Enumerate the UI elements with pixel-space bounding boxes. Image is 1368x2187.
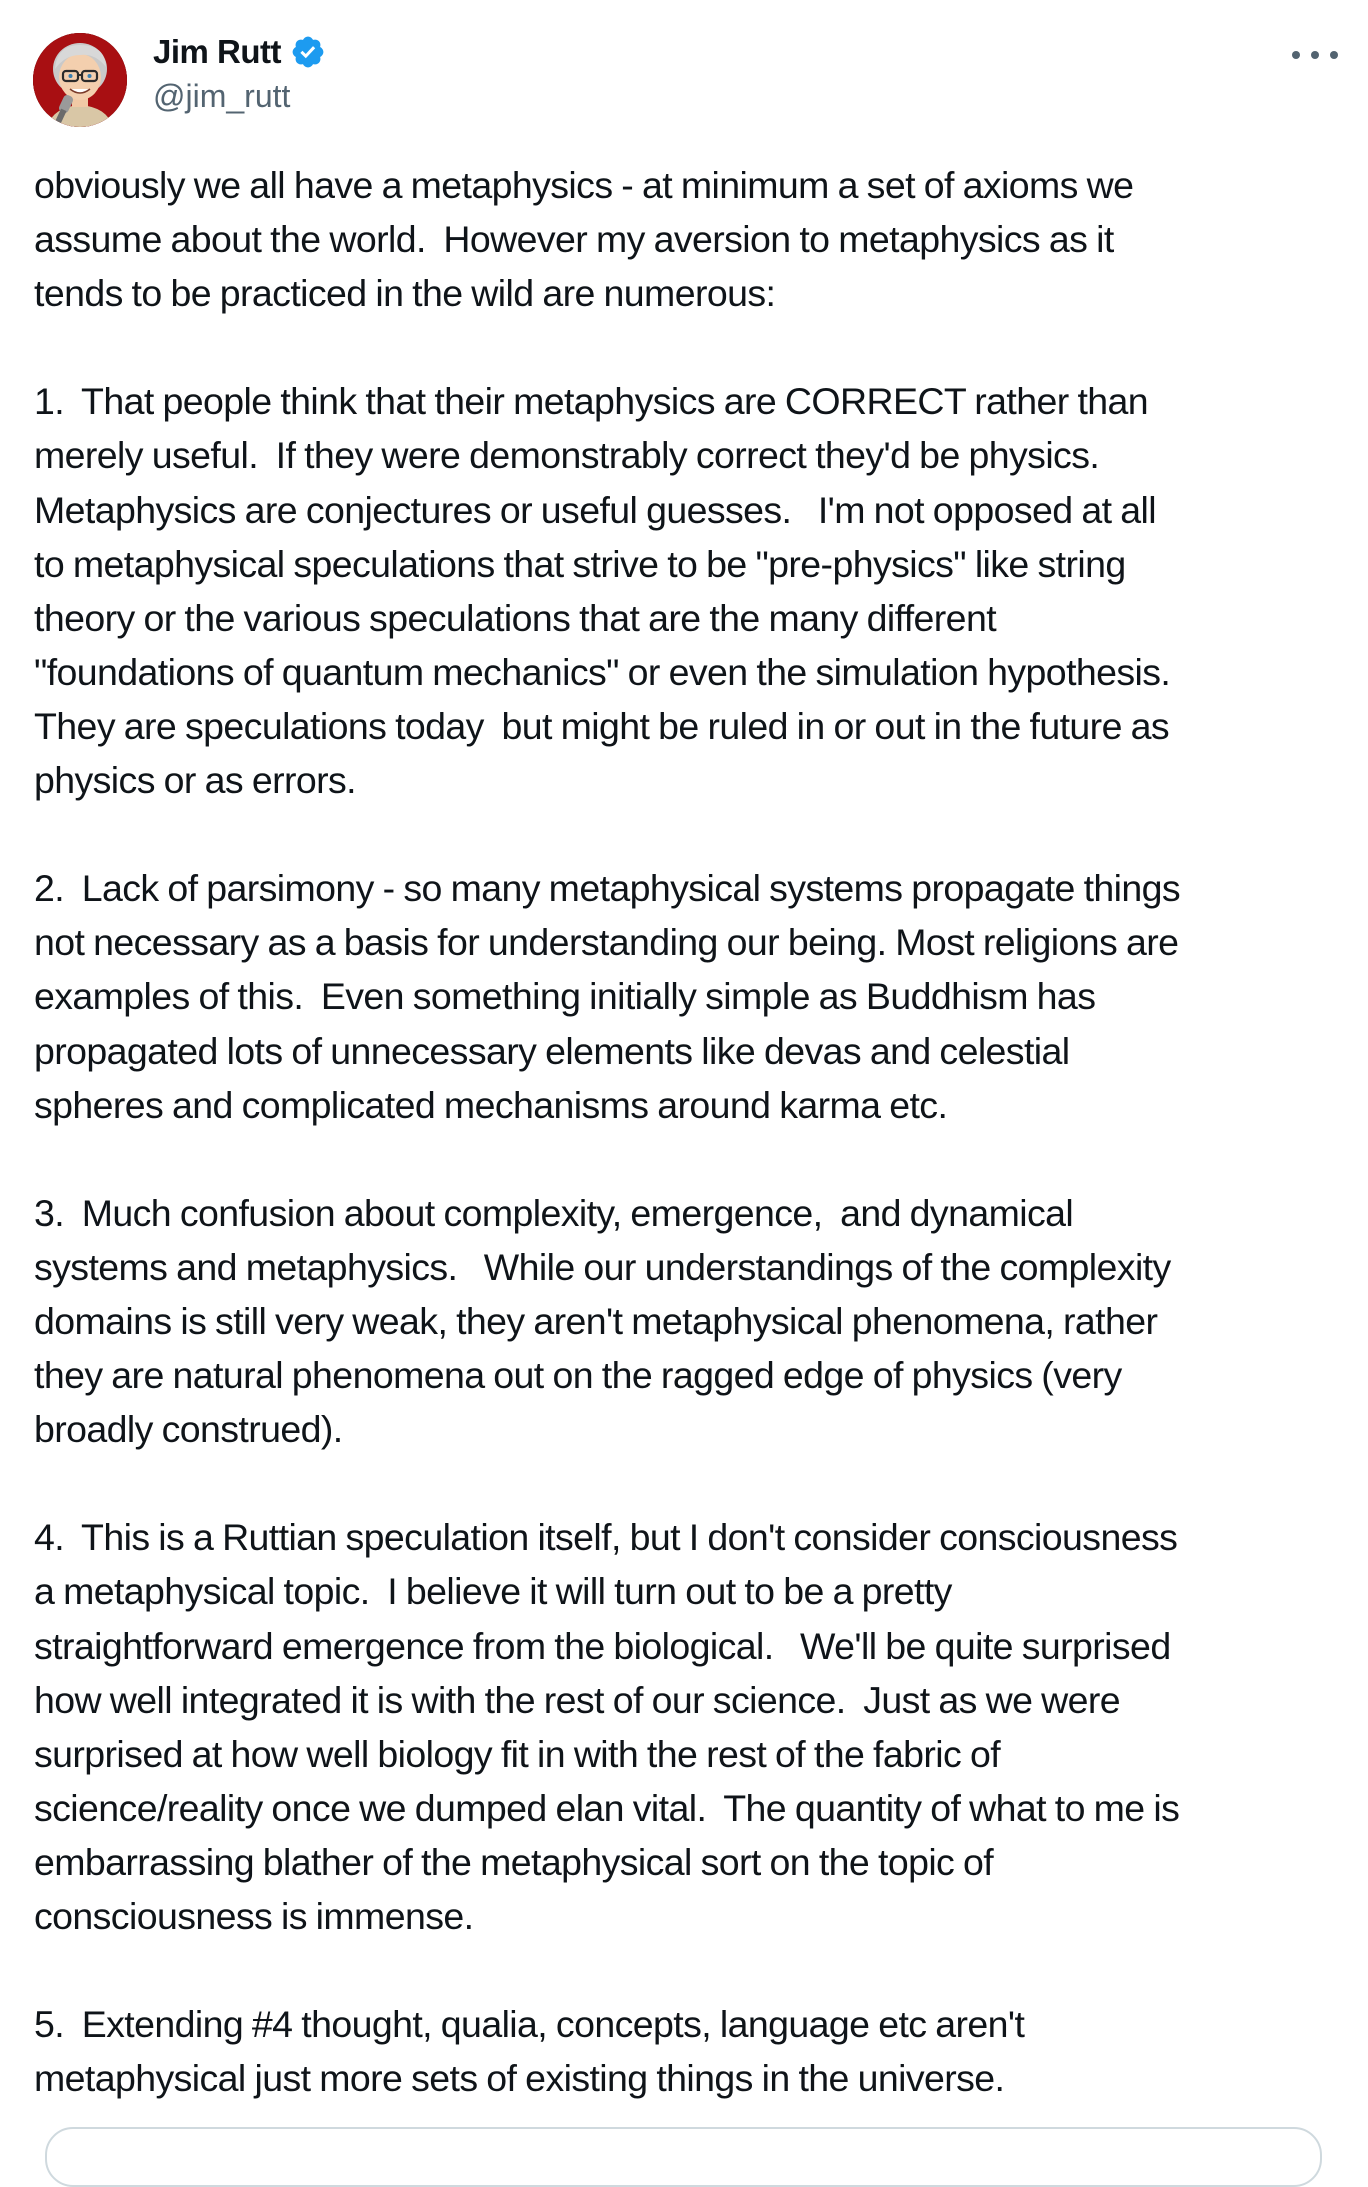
verified-badge-icon[interactable] xyxy=(290,34,326,70)
tweet-line: to metaphysical speculations that strive to be "pre-physics" like string xyxy=(34,542,1126,585)
paragraph-gap xyxy=(34,1132,1344,1186)
tweet-header xyxy=(0,0,1368,150)
tweet-line: how well integrated it is with the rest of our science. Just as we were xyxy=(34,1678,1121,1721)
paragraph-gap xyxy=(34,807,1344,861)
tweet-line: theory or the various speculations that are the many different xyxy=(34,596,997,639)
tweet-line: "foundations of quantum mechanics" or even the simulation hypothesis. xyxy=(34,650,1171,693)
tweet-line: surprised at how well biology fit in with the rest of the fabric of xyxy=(34,1732,1001,1775)
more-horizontal-icon-dot xyxy=(1311,51,1319,59)
tweet-line: physics or as errors. xyxy=(34,759,356,802)
tweet-line: embarrassing blather of the metaphysical sort on the topic of xyxy=(34,1840,994,1883)
point-2 xyxy=(34,861,1344,1131)
tweet-line: straightforward emergence from the biological. We'll be quite surprised xyxy=(34,1624,1171,1667)
tweet-line: 1. That people think that their metaphysics are CORRECT rather than xyxy=(34,380,1149,423)
tweet-line: spheres and complicated mechanisms around karma etc. xyxy=(34,1083,948,1126)
tweet-line: 3. Much confusion about complexity, emergence, and dynamical xyxy=(34,1191,1074,1234)
tweet-line: domains is still very weak, they aren't metaphysical phenomena, rather xyxy=(34,1299,1158,1342)
paragraph-gap xyxy=(34,1943,1344,1997)
tweet-line: They are speculations today but might be ruled in or out in the future as xyxy=(34,704,1170,747)
tweet-line: 2. Lack of parsimony - so many metaphysical systems propagate things xyxy=(34,867,1181,910)
tweet-line: assume about the world. However my aversion to metaphysics as it xyxy=(34,218,1114,261)
tweet-line: science/reality once we dumped elan vital. The quantity of what to me is xyxy=(34,1786,1180,1829)
point-4 xyxy=(34,1510,1344,1943)
avatar[interactable] xyxy=(33,33,127,127)
point-1 xyxy=(34,374,1344,807)
avatar-cartoon-icon xyxy=(33,33,127,127)
more-horizontal-icon-dot xyxy=(1292,51,1300,59)
tweet-text xyxy=(34,158,1344,2105)
paragraph-gap xyxy=(34,320,1344,374)
tweet-line: obviously we all have a metaphysics - at minimum a set of axioms we xyxy=(34,164,1134,206)
tweet-line: systems and metaphysics. While our understandings of the complexity xyxy=(34,1245,1171,1288)
tweet-line: Metaphysics are conjectures or useful guesses. I'm not opposed at all xyxy=(34,488,1156,531)
author-display-name[interactable]: Jim Rutt xyxy=(153,33,281,70)
tweet-line: merely useful. If they were demonstrably correct they'd be physics. xyxy=(34,434,1100,477)
point-3 xyxy=(34,1186,1344,1456)
tweet-line: a metaphysical topic. I believe it will turn out to be a pretty xyxy=(34,1570,952,1613)
author-handle[interactable]: @jim_rutt xyxy=(153,78,291,114)
tweet-line: 5. Extending #4 thought, qualia, concepts, language etc aren't xyxy=(34,2003,1025,2046)
more-horizontal-icon-dot xyxy=(1330,51,1338,59)
point-5 xyxy=(34,1997,1344,2105)
tweet-line: tends to be practiced in the wild are numerous: xyxy=(34,272,776,315)
tweet-line: metaphysical just more sets of existing things in the universe. xyxy=(34,2057,1005,2100)
quoted-or-media-card[interactable] xyxy=(45,2127,1322,2187)
paragraph-gap xyxy=(34,1456,1344,1510)
tweet-line: consciousness is immense. xyxy=(34,1895,474,1937)
tweet-line: broadly construed). xyxy=(34,1408,343,1451)
author-name-row xyxy=(153,30,326,74)
tweet-line: not necessary as a basis for understanding our being. Most religions are xyxy=(34,921,1179,964)
tweet-line: examples of this. Even something initially simple as Buddhism has xyxy=(34,975,1096,1018)
tweet-line: 4. This is a Ruttian speculation itself, but I don't consider consciousness xyxy=(34,1516,1178,1559)
tweet-line: they are natural phenomena out on the ragged edge of physics (very xyxy=(34,1354,1122,1397)
tweet-line: propagated lots of unnecessary elements like devas and celestial xyxy=(34,1029,1070,1072)
more-options-button[interactable] xyxy=(1292,40,1338,70)
